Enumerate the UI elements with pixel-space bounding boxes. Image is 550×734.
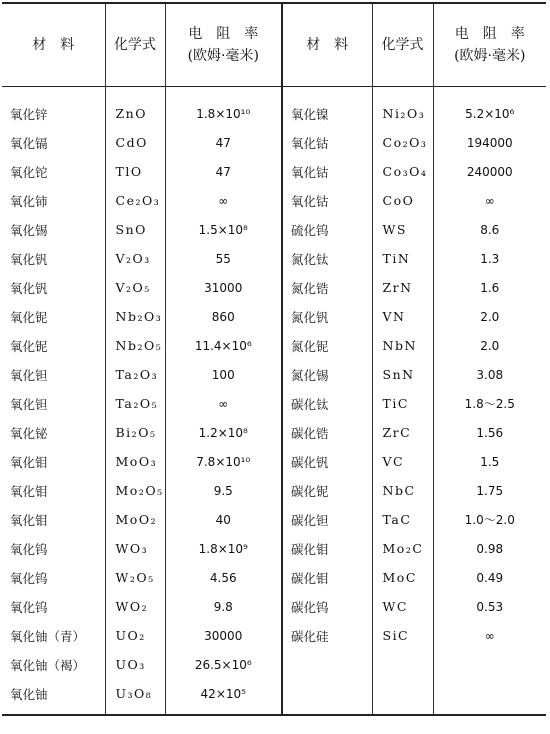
- table-row: [2, 563, 546, 592]
- resistivity-left: 42×10⁵: [165, 679, 282, 715]
- material-name-right: 氮化钒: [282, 302, 372, 331]
- resistivity-right: [433, 650, 546, 679]
- resistivity-left: 55: [165, 244, 282, 273]
- formula-left: ZnO: [105, 87, 165, 129]
- material-name-right: 碳化钽: [282, 505, 372, 534]
- formula-right: WC: [372, 592, 433, 621]
- table-row: [2, 621, 546, 650]
- material-name-left: 氧化铌: [10, 309, 48, 325]
- resistivity-right: 1.0～2.0: [433, 505, 546, 534]
- formula-right: Co₃O₄: [372, 157, 433, 186]
- material-name-right: 氮化铌: [282, 331, 372, 360]
- resistivity-left: 26.5×10⁶: [165, 650, 282, 679]
- resistivity-right: 0.49: [433, 563, 546, 592]
- table-header: [2, 3, 546, 87]
- material-name-left: 氧化钨: [10, 570, 48, 586]
- material-name-left: 氧化铀: [10, 686, 48, 702]
- material-name-right: 氮化锡: [282, 360, 372, 389]
- material-name-right: [282, 679, 372, 715]
- formula-right: TaC: [372, 505, 433, 534]
- resistivity-left: 9.8: [165, 592, 282, 621]
- formula-left: Nb₂O₅: [105, 331, 165, 360]
- formula-left: CdO: [105, 128, 165, 157]
- material-name-right: 氮化钛: [282, 244, 372, 273]
- table-row: [2, 273, 546, 302]
- material-name-left: 氧化铀（褐）: [10, 657, 86, 673]
- material-name-right: 氧化钴: [282, 128, 372, 157]
- material-name-right: 碳化钒: [282, 447, 372, 476]
- material-name-left: 氧化铊: [10, 164, 48, 180]
- formula-right: SnN: [372, 360, 433, 389]
- material-name-left: 氧化铀（青）: [10, 628, 86, 644]
- resistivity-right: ∞: [433, 186, 546, 215]
- formula-right: [372, 679, 433, 715]
- formula-left: U₃O₈: [105, 679, 165, 715]
- material-name-right: 碳化硅: [282, 621, 372, 650]
- formula-right: ZrN: [372, 273, 433, 302]
- formula-right: NbN: [372, 331, 433, 360]
- table-row: [2, 360, 546, 389]
- formula-left: UO₂: [105, 621, 165, 650]
- resistivity-left: 47: [165, 157, 282, 186]
- formula-left: V₂O₅: [105, 273, 165, 302]
- table-row: [2, 157, 546, 186]
- formula-right: TiN: [372, 244, 433, 273]
- table-body: [2, 87, 546, 716]
- table-row: [2, 534, 546, 563]
- resistivity-right: 1.56: [433, 418, 546, 447]
- resistivity-left: 1.2×10⁸: [165, 418, 282, 447]
- formula-left: SnO: [105, 215, 165, 244]
- formula-right: ZrC: [372, 418, 433, 447]
- material-name-right: 碳化钼: [282, 563, 372, 592]
- table-row: [2, 447, 546, 476]
- resistivity-right: 5.2×10⁶: [433, 87, 546, 129]
- header-formula-left: 化学式: [105, 3, 165, 87]
- formula-right: Mo₂C: [372, 534, 433, 563]
- material-name-left: 氧化钽: [10, 396, 48, 412]
- header-resistivity-right-line2: (欧姆·毫米): [454, 48, 526, 64]
- resistivity-left: 1.8×10¹⁰: [165, 87, 282, 129]
- table-row: [2, 592, 546, 621]
- table-row: [2, 476, 546, 505]
- resistivity-left: 1.8×10⁹: [165, 534, 282, 563]
- resistivity-left: 1.5×10⁸: [165, 215, 282, 244]
- table-row: [2, 128, 546, 157]
- table-row: [2, 505, 546, 534]
- resistivity-left: 860: [165, 302, 282, 331]
- resistivity-left: 31000: [165, 273, 282, 302]
- table-row: [2, 244, 546, 273]
- material-name-left: 氧化铋: [10, 425, 48, 441]
- material-name-left: 氧化镉: [10, 135, 48, 151]
- material-name-right: 氧化钴: [282, 157, 372, 186]
- header-resistivity-right-line1: 电 阻 率: [454, 26, 525, 42]
- resistivity-left: 7.8×10¹⁰: [165, 447, 282, 476]
- formula-right: SiC: [372, 621, 433, 650]
- formula-left: Mo₂O₅: [105, 476, 165, 505]
- formula-left: Ta₂O₅: [105, 389, 165, 418]
- material-name-left: 氧化钒: [10, 251, 48, 267]
- formula-right: Ni₂O₃: [372, 87, 433, 129]
- formula-left: WO₃: [105, 534, 165, 563]
- formula-left: Nb₂O₃: [105, 302, 165, 331]
- resistivity-right: 1.3: [433, 244, 546, 273]
- header-resistivity-left: [165, 3, 282, 87]
- header-material-left: 材 料: [2, 3, 105, 87]
- material-name-left: 氧化钨: [10, 541, 48, 557]
- material-name-right: 氧化钴: [282, 186, 372, 215]
- material-name-right: 碳化钛: [282, 389, 372, 418]
- table-row: [2, 418, 546, 447]
- resistivity-right: ∞: [433, 621, 546, 650]
- resistivity-left: 4.56: [165, 563, 282, 592]
- resistivity-right: 1.5: [433, 447, 546, 476]
- resistivity-table: [2, 2, 546, 716]
- resistivity-left: 47: [165, 128, 282, 157]
- formula-left: Ta₂O₃: [105, 360, 165, 389]
- material-name-left: 氧化铌: [10, 338, 48, 354]
- material-name-right: 碳化钨: [282, 592, 372, 621]
- formula-left: W₂O₅: [105, 563, 165, 592]
- formula-right: Co₂O₃: [372, 128, 433, 157]
- material-name-left: 氧化锡: [10, 222, 48, 238]
- material-name-left: 氧化铈: [10, 193, 48, 209]
- resistivity-right: 194000: [433, 128, 546, 157]
- resistivity-right: 8.6: [433, 215, 546, 244]
- resistivity-right: 0.53: [433, 592, 546, 621]
- resistivity-left: 11.4×10⁶: [165, 331, 282, 360]
- header-resistivity-left-line1: 电 阻 率: [188, 26, 259, 42]
- resistivity-table-frame: [2, 2, 546, 730]
- resistivity-left: ∞: [165, 186, 282, 215]
- table-row: [2, 331, 546, 360]
- material-name-right: 硫化钨: [282, 215, 372, 244]
- resistivity-left: 100: [165, 360, 282, 389]
- table-row: [2, 186, 546, 215]
- resistivity-left: 9.5: [165, 476, 282, 505]
- table-row: [2, 389, 546, 418]
- material-name-left: 氧化钼: [10, 454, 48, 470]
- material-name-left: 氧化钒: [10, 280, 48, 296]
- formula-left: MoO₃: [105, 447, 165, 476]
- material-name-left: 氧化钽: [10, 367, 48, 383]
- formula-right: CoO: [372, 186, 433, 215]
- formula-left: MoO₂: [105, 505, 165, 534]
- formula-left: V₂O₃: [105, 244, 165, 273]
- material-name-right: 碳化钼: [282, 534, 372, 563]
- header-resistivity-left-line2: (欧姆·毫米): [187, 48, 259, 64]
- material-name-right: 碳化锆: [282, 418, 372, 447]
- table-row: [2, 650, 546, 679]
- resistivity-left: 30000: [165, 621, 282, 650]
- material-name-right: [282, 650, 372, 679]
- resistivity-right: 2.0: [433, 331, 546, 360]
- resistivity-right: 1.6: [433, 273, 546, 302]
- formula-left: WO₂: [105, 592, 165, 621]
- material-name-right: 氮化锆: [282, 273, 372, 302]
- table-row: [2, 215, 546, 244]
- header-formula-right: 化学式: [372, 3, 433, 87]
- formula-left: Ce₂O₃: [105, 186, 165, 215]
- material-name-left: 氧化锌: [10, 106, 48, 122]
- resistivity-right: 1.75: [433, 476, 546, 505]
- resistivity-right: 240000: [433, 157, 546, 186]
- formula-right: WS: [372, 215, 433, 244]
- resistivity-left: ∞: [165, 389, 282, 418]
- header-material-right: 材 料: [282, 3, 372, 87]
- formula-left: UO₃: [105, 650, 165, 679]
- material-name-right: 氧化镍: [282, 87, 372, 129]
- table-row: [2, 679, 546, 715]
- resistivity-right: 3.08: [433, 360, 546, 389]
- formula-right: VN: [372, 302, 433, 331]
- formula-right: VC: [372, 447, 433, 476]
- resistivity-right: 0.98: [433, 534, 546, 563]
- formula-right: TiC: [372, 389, 433, 418]
- formula-left: TlO: [105, 157, 165, 186]
- resistivity-right: [433, 679, 546, 715]
- material-name-left: 氧化钨: [10, 599, 48, 615]
- material-name-right: 碳化铌: [282, 476, 372, 505]
- formula-left: Bi₂O₅: [105, 418, 165, 447]
- formula-right: MoC: [372, 563, 433, 592]
- header-resistivity-right: [433, 3, 546, 87]
- material-name-left: 氧化钼: [10, 483, 48, 499]
- resistivity-right: 2.0: [433, 302, 546, 331]
- table-row: [2, 87, 546, 129]
- material-name-left: 氧化钼: [10, 512, 48, 528]
- resistivity-left: 40: [165, 505, 282, 534]
- formula-right: NbC: [372, 476, 433, 505]
- resistivity-right: 1.8～2.5: [433, 389, 546, 418]
- formula-right: [372, 650, 433, 679]
- table-row: [2, 302, 546, 331]
